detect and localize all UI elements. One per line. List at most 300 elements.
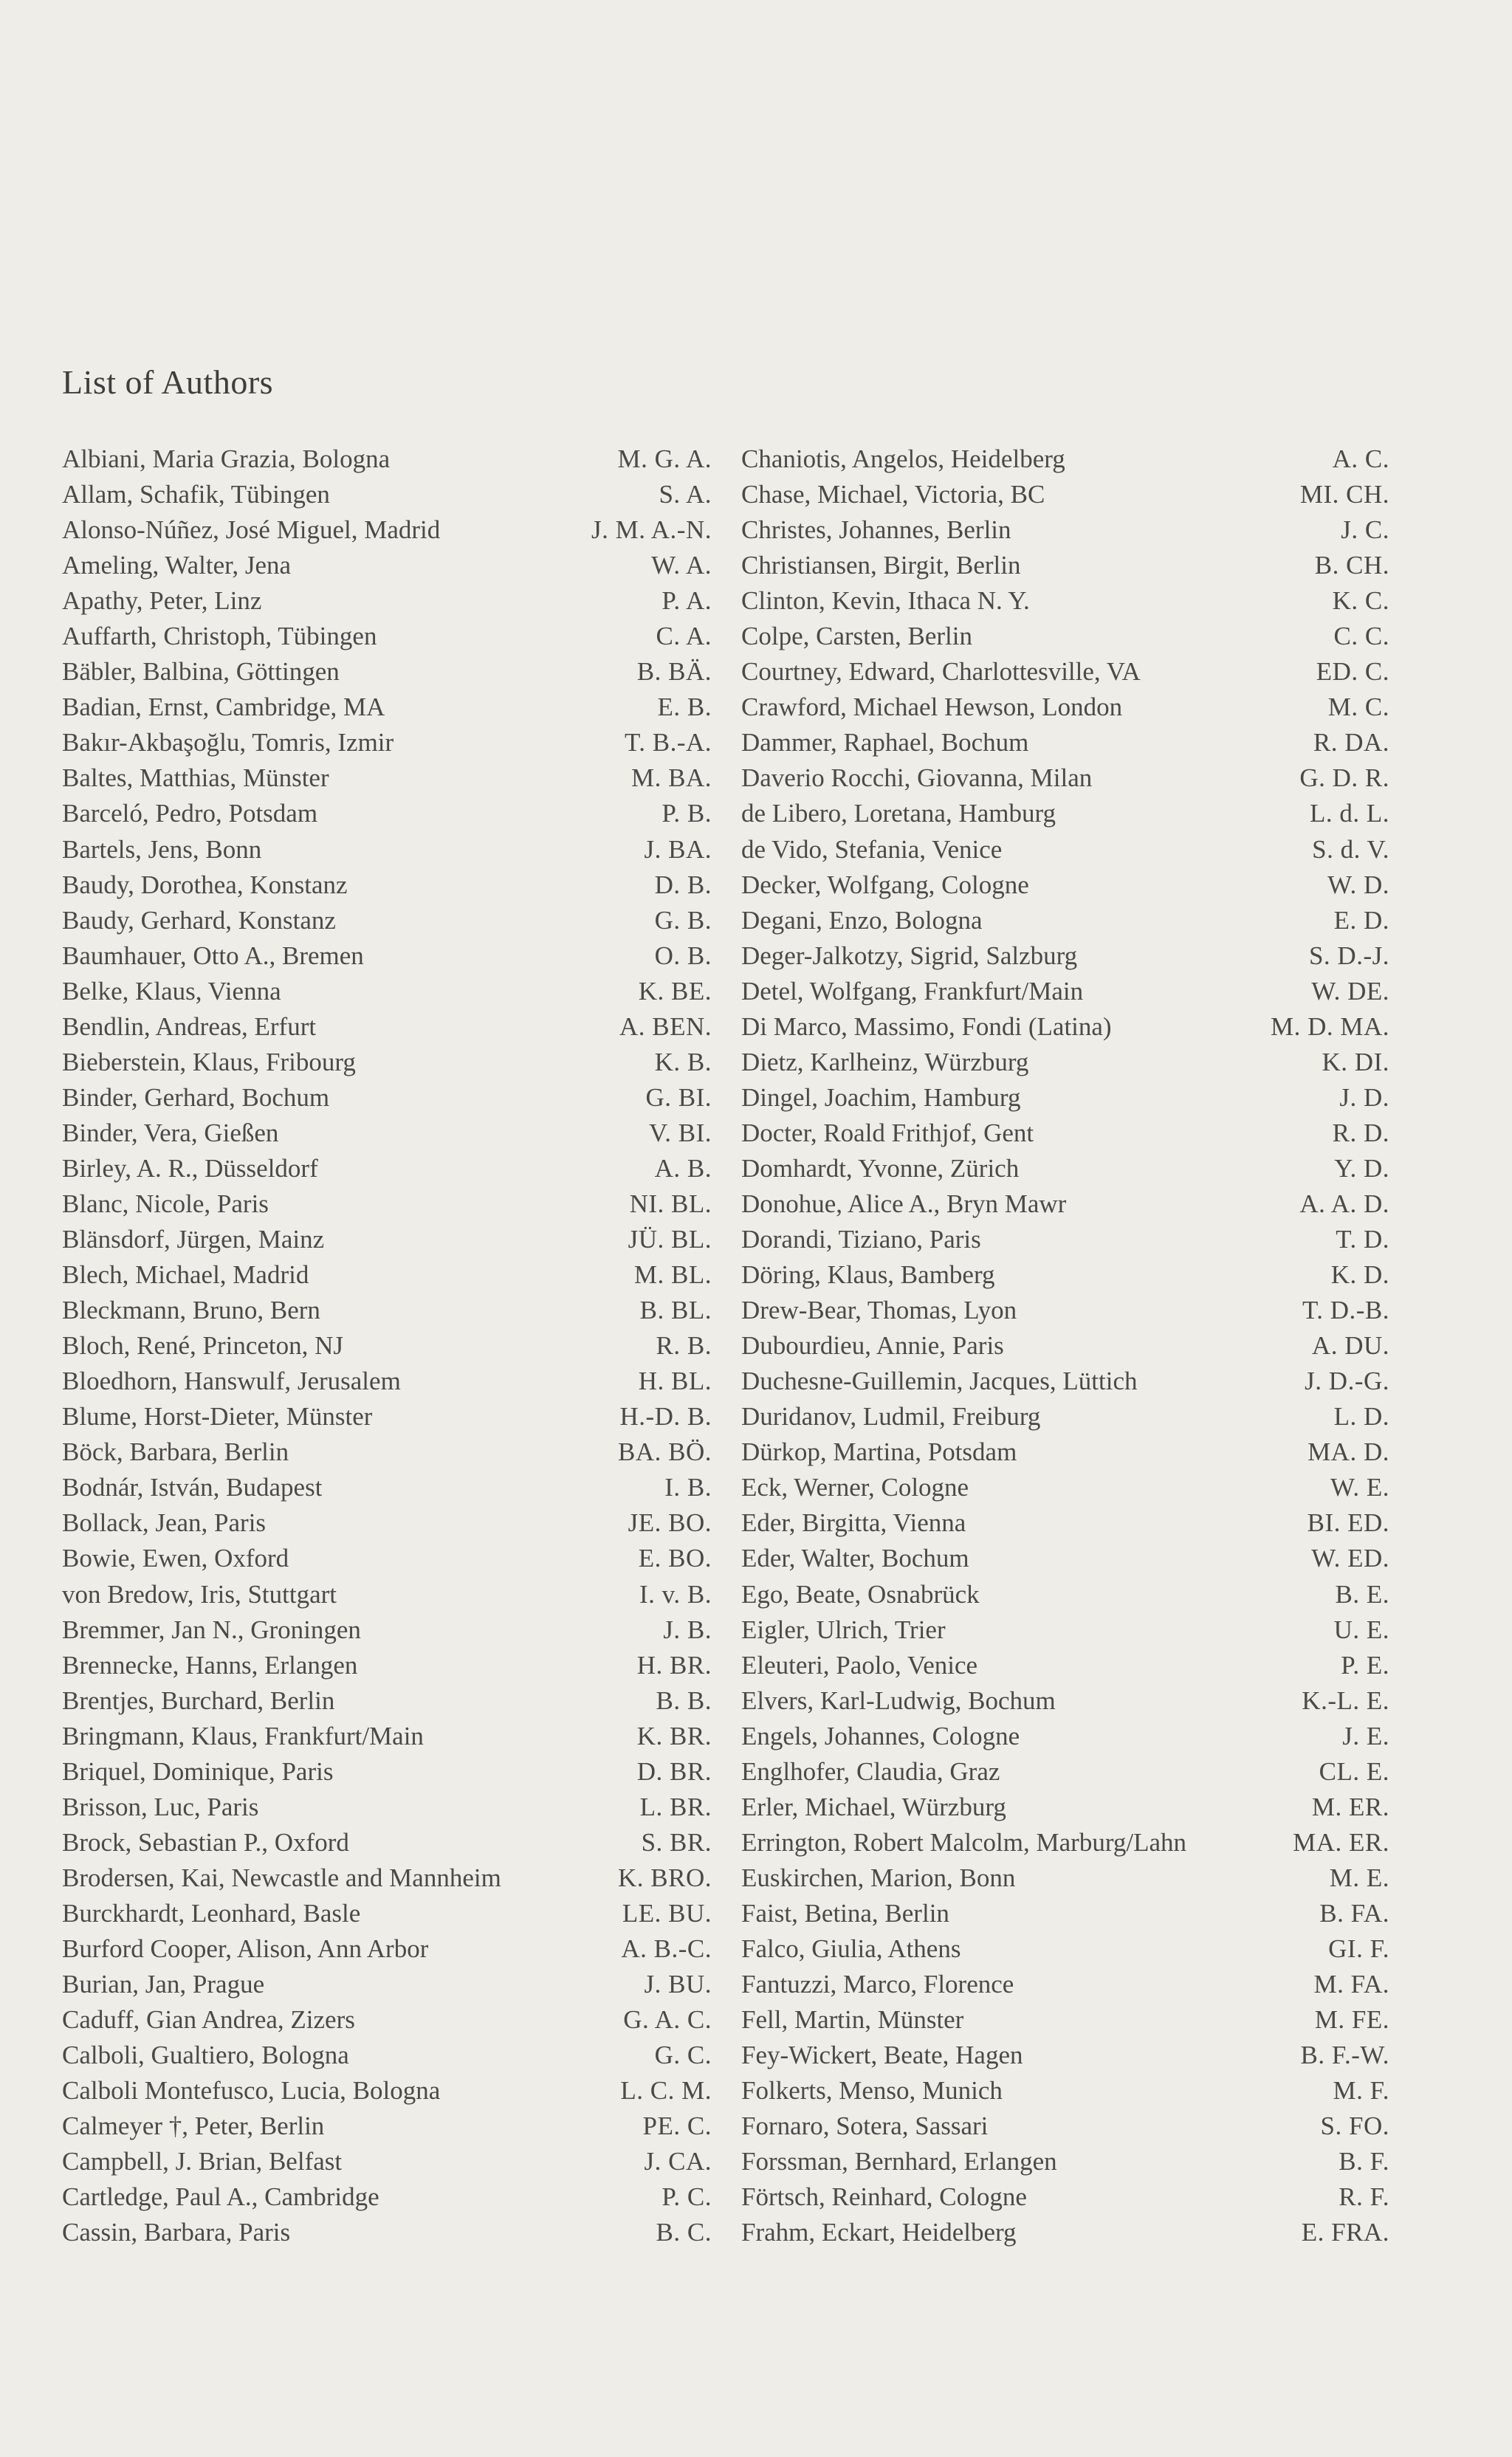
author-name: Ego, Beate, Osnabrück bbox=[741, 1579, 980, 1609]
author-abbreviation: K. DI. bbox=[1322, 1047, 1389, 1076]
author-abbreviation: A. B.-C. bbox=[621, 1934, 712, 1963]
author-abbreviation: A. DU. bbox=[1311, 1331, 1389, 1361]
author-name: Calboli Montefusco, Lucia, Bologna bbox=[62, 2076, 441, 2106]
author-entry bbox=[62, 2144, 712, 2179]
author-name: Folkerts, Menso, Munich bbox=[741, 2076, 1003, 2106]
author-entry bbox=[741, 1399, 1389, 1434]
author-abbreviation: B. BÄ. bbox=[636, 657, 712, 687]
author-name: Albiani, Maria Grazia, Bologna bbox=[62, 444, 391, 473]
author-abbreviation: L. BR. bbox=[639, 1792, 712, 1821]
author-abbreviation: A. BEN. bbox=[619, 1011, 712, 1041]
author-abbreviation: MA. D. bbox=[1307, 1437, 1389, 1467]
author-name: Brodersen, Kai, Newcastle and Mannheim bbox=[62, 1863, 501, 1892]
authors-column-right bbox=[741, 441, 1389, 2250]
author-abbreviation: M. BL. bbox=[633, 1260, 712, 1290]
author-name: Deger-Jalkotzy, Sigrid, Salzburg bbox=[741, 941, 1078, 970]
author-abbreviation: E. D. bbox=[1333, 905, 1389, 935]
author-name: Alonso-Núñez, José Miguel, Madrid bbox=[62, 515, 441, 545]
author-entry bbox=[62, 1364, 712, 1399]
author-entry bbox=[62, 1505, 712, 1541]
author-abbreviation: P. B. bbox=[662, 799, 712, 828]
author-entry bbox=[62, 1328, 712, 1364]
author-entry bbox=[62, 1045, 712, 1080]
author-entry bbox=[741, 1045, 1389, 1080]
author-name: Euskirchen, Marion, Bonn bbox=[741, 1863, 1016, 1892]
author-entry bbox=[62, 583, 712, 619]
author-entry bbox=[62, 1434, 712, 1470]
author-abbreviation: R. B. bbox=[656, 1331, 712, 1361]
author-name: Bringmann, Klaus, Frankfurt/Main bbox=[62, 1721, 424, 1750]
author-name: Burckhardt, Leonhard, Basle bbox=[62, 1898, 361, 1928]
author-name: Duridanov, Ludmil, Freiburg bbox=[741, 1402, 1041, 1432]
author-abbreviation: J. C. bbox=[1341, 515, 1389, 545]
author-entry bbox=[62, 938, 712, 974]
author-entry bbox=[62, 1186, 712, 1222]
author-name: Fornaro, Sotera, Sassari bbox=[741, 2111, 989, 2141]
author-abbreviation: B. CH. bbox=[1314, 551, 1389, 580]
author-name: Cartledge, Paul A., Cambridge bbox=[62, 2182, 379, 2212]
author-abbreviation: T. D.-B. bbox=[1302, 1296, 1389, 1325]
author-abbreviation: W. ED. bbox=[1311, 1544, 1389, 1573]
author-abbreviation: CL. E. bbox=[1319, 1756, 1389, 1786]
author-abbreviation: W. E. bbox=[1330, 1473, 1389, 1502]
author-entry bbox=[741, 1896, 1389, 1931]
author-entry bbox=[741, 1648, 1389, 1683]
author-name: Badian, Ernst, Cambridge, MA bbox=[62, 693, 385, 722]
author-entry bbox=[62, 1790, 712, 1825]
author-name: Belke, Klaus, Vienna bbox=[62, 976, 281, 1006]
author-entry bbox=[62, 1293, 712, 1328]
author-name: Daverio Rocchi, Giovanna, Milan bbox=[741, 763, 1093, 793]
author-name: Baltes, Matthias, Münster bbox=[62, 763, 329, 793]
author-abbreviation: T. B.-A. bbox=[624, 728, 712, 757]
author-entry bbox=[741, 1577, 1389, 1612]
author-abbreviation: M. F. bbox=[1333, 2076, 1389, 2106]
author-entry bbox=[62, 1683, 712, 1719]
author-name: Bäbler, Balbina, Göttingen bbox=[62, 657, 340, 687]
author-abbreviation: S. FO. bbox=[1320, 2111, 1389, 2141]
author-entry bbox=[741, 441, 1389, 477]
author-name: Burford Cooper, Alison, Ann Arbor bbox=[62, 1934, 429, 1963]
author-abbreviation: R. F. bbox=[1339, 2182, 1389, 2212]
author-abbreviation: B. F.-W. bbox=[1300, 2041, 1389, 2070]
author-name: Dietz, Karlheinz, Würzburg bbox=[741, 1047, 1029, 1076]
author-name: Christes, Johannes, Berlin bbox=[741, 515, 1011, 545]
author-abbreviation: T. D. bbox=[1336, 1225, 1389, 1254]
author-name: Bremmer, Jan N., Groningen bbox=[62, 1615, 361, 1644]
author-entry bbox=[741, 654, 1389, 690]
author-abbreviation: B. F. bbox=[1339, 2147, 1389, 2176]
author-name: Eder, Walter, Bochum bbox=[741, 1544, 969, 1573]
author-name: Faist, Betina, Berlin bbox=[741, 1898, 949, 1928]
author-abbreviation: G. B. bbox=[654, 905, 712, 935]
author-entry bbox=[741, 1612, 1389, 1648]
author-entry bbox=[741, 1754, 1389, 1790]
author-entry bbox=[741, 1364, 1389, 1399]
author-abbreviation: B. BL. bbox=[639, 1296, 712, 1325]
author-abbreviation: J. CA. bbox=[644, 2147, 712, 2176]
author-abbreviation: J. E. bbox=[1342, 1721, 1389, 1750]
author-abbreviation: B. B. bbox=[656, 1685, 712, 1715]
author-name: Auffarth, Christoph, Tübingen bbox=[62, 622, 377, 651]
author-abbreviation: P. A. bbox=[662, 586, 712, 616]
author-name: Englhofer, Claudia, Graz bbox=[741, 1756, 1000, 1786]
author-name: Baudy, Dorothea, Konstanz bbox=[62, 870, 348, 899]
author-abbreviation: M. G. A. bbox=[617, 444, 712, 473]
author-entry bbox=[62, 796, 712, 831]
author-name: Fell, Martin, Münster bbox=[741, 2005, 964, 2035]
author-abbreviation: B. E. bbox=[1335, 1579, 1389, 1609]
author-abbreviation: S. BR. bbox=[641, 1827, 712, 1857]
author-entry bbox=[741, 1186, 1389, 1222]
author-entry bbox=[62, 2002, 712, 2038]
page-title: List of Authors bbox=[62, 363, 274, 401]
author-name: Brisson, Luc, Paris bbox=[62, 1792, 259, 1821]
author-entry bbox=[741, 1967, 1389, 2002]
author-entry bbox=[741, 2215, 1389, 2250]
author-entry bbox=[741, 1257, 1389, 1293]
author-entry bbox=[62, 1541, 712, 1576]
author-name: Chaniotis, Angelos, Heidelberg bbox=[741, 444, 1065, 473]
author-entry bbox=[741, 2144, 1389, 2179]
author-name: Falco, Giulia, Athens bbox=[741, 1934, 961, 1963]
author-name: Dürkop, Martina, Potsdam bbox=[741, 1437, 1017, 1467]
author-name: Frahm, Eckart, Heidelberg bbox=[741, 2218, 1017, 2247]
author-entry bbox=[741, 1009, 1389, 1045]
author-entry bbox=[62, 1967, 712, 2002]
author-entry bbox=[741, 1860, 1389, 1896]
author-entry bbox=[62, 1648, 712, 1683]
author-entry bbox=[62, 725, 712, 760]
author-abbreviation: Y. D. bbox=[1334, 1153, 1389, 1183]
author-name: Allam, Schafik, Tübingen bbox=[62, 480, 330, 509]
author-name: Caduff, Gian Andrea, Zizers bbox=[62, 2005, 355, 2035]
author-name: Blume, Horst-Dieter, Münster bbox=[62, 1402, 373, 1432]
author-abbreviation: I. B. bbox=[664, 1473, 712, 1502]
author-entry bbox=[741, 1080, 1389, 1116]
author-name: Dingel, Joachim, Hamburg bbox=[741, 1082, 1021, 1112]
author-abbreviation: B. C. bbox=[656, 2218, 712, 2247]
author-abbreviation: U. E. bbox=[1333, 1615, 1389, 1644]
author-name: Blanc, Nicole, Paris bbox=[62, 1189, 269, 1218]
author-abbreviation: M. FE. bbox=[1314, 2005, 1389, 2035]
author-abbreviation: P. C. bbox=[662, 2182, 712, 2212]
author-name: Errington, Robert Malcolm, Marburg/Lahn bbox=[741, 1827, 1186, 1857]
author-entry bbox=[741, 1931, 1389, 1967]
author-entry bbox=[741, 974, 1389, 1009]
author-abbreviation: S. d. V. bbox=[1312, 834, 1389, 864]
author-entry bbox=[741, 2073, 1389, 2109]
author-abbreviation: E. BO. bbox=[638, 1544, 712, 1573]
author-abbreviation: O. B. bbox=[654, 941, 712, 970]
author-entry bbox=[62, 548, 712, 583]
author-name: Calboli, Gualtiero, Bologna bbox=[62, 2041, 349, 2070]
author-abbreviation: A. A. D. bbox=[1299, 1189, 1389, 1218]
author-entry bbox=[741, 1222, 1389, 1257]
author-abbreviation: MI. CH. bbox=[1299, 480, 1389, 509]
author-name: Eigler, Ulrich, Trier bbox=[741, 1615, 946, 1644]
author-entry bbox=[62, 1009, 712, 1045]
author-entry bbox=[741, 2038, 1389, 2073]
author-entry bbox=[62, 832, 712, 867]
author-entry bbox=[62, 441, 712, 477]
author-entry bbox=[62, 512, 712, 548]
author-name: Bartels, Jens, Bonn bbox=[62, 834, 262, 864]
author-name: Fey-Wickert, Beate, Hagen bbox=[741, 2041, 1023, 2070]
author-name: Dorandi, Tiziano, Paris bbox=[741, 1225, 981, 1254]
author-entry bbox=[62, 1257, 712, 1293]
author-entry bbox=[741, 867, 1389, 903]
author-name: Dammer, Raphael, Bochum bbox=[741, 728, 1029, 757]
author-abbreviation: GI. F. bbox=[1328, 1934, 1389, 1963]
author-entry bbox=[62, 1222, 712, 1257]
author-abbreviation: M. BA. bbox=[631, 763, 712, 793]
author-entry bbox=[741, 583, 1389, 619]
author-name: Detel, Wolfgang, Frankfurt/Main bbox=[741, 976, 1084, 1006]
author-name: Bowie, Ewen, Oxford bbox=[62, 1544, 289, 1573]
author-abbreviation: J. D.-G. bbox=[1305, 1367, 1389, 1396]
author-abbreviation: PE. C. bbox=[642, 2111, 712, 2141]
author-entry bbox=[741, 1293, 1389, 1328]
author-entry bbox=[62, 974, 712, 1009]
author-abbreviation: C. C. bbox=[1333, 622, 1389, 651]
author-name: Donohue, Alice A., Bryn Mawr bbox=[741, 1189, 1067, 1218]
author-entry bbox=[62, 2073, 712, 2109]
author-entry bbox=[62, 1080, 712, 1116]
author-name: Erler, Michael, Würzburg bbox=[741, 1792, 1006, 1821]
author-abbreviation: K. BRO. bbox=[618, 1863, 712, 1892]
author-name: Eleuteri, Paolo, Venice bbox=[741, 1650, 978, 1680]
author-abbreviation: J. BA. bbox=[644, 834, 712, 864]
author-name: Brentjes, Burchard, Berlin bbox=[62, 1685, 335, 1715]
author-abbreviation: J. BU. bbox=[644, 1970, 712, 1999]
author-name: Binder, Vera, Gießen bbox=[62, 1118, 279, 1147]
author-name: Bleckmann, Bruno, Bern bbox=[62, 1296, 320, 1325]
author-entry bbox=[62, 867, 712, 903]
author-name: Brennecke, Hanns, Erlangen bbox=[62, 1650, 358, 1680]
author-name: Forssman, Bernhard, Erlangen bbox=[741, 2147, 1057, 2176]
author-entry bbox=[62, 1612, 712, 1648]
author-name: de Libero, Loretana, Hamburg bbox=[741, 799, 1056, 828]
author-abbreviation: V. BI. bbox=[648, 1118, 712, 1147]
author-abbreviation: E. FRA. bbox=[1301, 2218, 1389, 2247]
author-abbreviation: A. B. bbox=[654, 1153, 712, 1183]
author-name: Cassin, Barbara, Paris bbox=[62, 2218, 291, 2247]
author-name: Degani, Enzo, Bologna bbox=[741, 905, 983, 935]
author-entry bbox=[62, 690, 712, 725]
author-abbreviation: ED. C. bbox=[1316, 657, 1389, 687]
author-entry bbox=[62, 619, 712, 654]
author-name: Barceló, Pedro, Potsdam bbox=[62, 799, 318, 828]
author-name: Blänsdorf, Jürgen, Mainz bbox=[62, 1225, 325, 1254]
author-entry bbox=[741, 1541, 1389, 1576]
author-entry bbox=[62, 903, 712, 938]
author-name: Elvers, Karl-Ludwig, Bochum bbox=[741, 1685, 1056, 1715]
author-abbreviation: S. A. bbox=[659, 480, 712, 509]
author-name: Bollack, Jean, Paris bbox=[62, 1508, 267, 1538]
author-name: Dubourdieu, Annie, Paris bbox=[741, 1331, 1004, 1361]
author-abbreviation: I. v. B. bbox=[639, 1579, 712, 1609]
author-abbreviation: C. A. bbox=[656, 622, 712, 651]
author-entry bbox=[741, 1151, 1389, 1186]
author-name: Baumhauer, Otto A., Bremen bbox=[62, 941, 364, 970]
author-abbreviation: G. A. C. bbox=[623, 2005, 712, 2035]
author-name: Duchesne-Guillemin, Jacques, Lüttich bbox=[741, 1367, 1138, 1396]
author-abbreviation: MA. ER. bbox=[1293, 1827, 1389, 1857]
author-abbreviation: JÜ. BL. bbox=[628, 1225, 712, 1254]
author-name: Clinton, Kevin, Ithaca N. Y. bbox=[741, 586, 1030, 616]
author-abbreviation: D. B. bbox=[654, 870, 712, 899]
author-abbreviation: H. BR. bbox=[636, 1650, 712, 1680]
author-entry bbox=[62, 477, 712, 512]
author-abbreviation: B. FA. bbox=[1319, 1898, 1389, 1928]
author-name: Colpe, Carsten, Berlin bbox=[741, 622, 973, 651]
author-name: Decker, Wolfgang, Cologne bbox=[741, 870, 1029, 899]
author-name: Burian, Jan, Prague bbox=[62, 1970, 265, 1999]
author-abbreviation: W. D. bbox=[1327, 870, 1389, 899]
author-abbreviation: LE. BU. bbox=[622, 1898, 712, 1928]
author-entry bbox=[741, 1328, 1389, 1364]
author-abbreviation: M. C. bbox=[1327, 693, 1389, 722]
author-entry bbox=[62, 1151, 712, 1186]
author-entry bbox=[62, 1577, 712, 1612]
author-abbreviation: NI. BL. bbox=[629, 1189, 712, 1218]
author-name: Apathy, Peter, Linz bbox=[62, 586, 262, 616]
author-name: Blech, Michael, Madrid bbox=[62, 1260, 309, 1290]
author-entry bbox=[741, 1825, 1389, 1860]
author-entry bbox=[741, 2179, 1389, 2215]
author-name: Briquel, Dominique, Paris bbox=[62, 1756, 334, 1786]
author-name: von Bredow, Iris, Stuttgart bbox=[62, 1579, 337, 1609]
author-name: Docter, Roald Frithjof, Gent bbox=[741, 1118, 1034, 1147]
author-abbreviation: R. D. bbox=[1332, 1118, 1389, 1147]
author-entry bbox=[62, 1860, 712, 1896]
author-name: Brock, Sebastian P., Oxford bbox=[62, 1827, 349, 1857]
author-entry bbox=[62, 1931, 712, 1967]
author-name: Eder, Birgitta, Vienna bbox=[741, 1508, 966, 1538]
author-abbreviation: BI. ED. bbox=[1307, 1508, 1389, 1538]
author-entry bbox=[62, 654, 712, 690]
author-name: Calmeyer †, Peter, Berlin bbox=[62, 2111, 325, 2141]
author-abbreviation: J. B. bbox=[663, 1615, 712, 1644]
author-abbreviation: J. M. A.-N. bbox=[591, 515, 712, 545]
author-name: Christiansen, Birgit, Berlin bbox=[741, 551, 1021, 580]
author-abbreviation: JE. BO. bbox=[628, 1508, 712, 1538]
author-abbreviation: K.-L. E. bbox=[1302, 1685, 1389, 1715]
author-entry bbox=[62, 1896, 712, 1931]
author-entry bbox=[741, 1434, 1389, 1470]
author-entry bbox=[62, 2215, 712, 2250]
author-entry bbox=[741, 1116, 1389, 1151]
author-entry bbox=[62, 2179, 712, 2215]
author-abbreviation: M. FA. bbox=[1313, 1970, 1389, 1999]
author-abbreviation: M. D. MA. bbox=[1270, 1011, 1389, 1041]
author-abbreviation: G. C. bbox=[654, 2041, 712, 2070]
author-name: Chase, Michael, Victoria, BC bbox=[741, 480, 1045, 509]
author-abbreviation: BA. BÖ. bbox=[618, 1437, 712, 1467]
author-entry bbox=[741, 760, 1389, 796]
author-entry bbox=[741, 477, 1389, 512]
author-abbreviation: K. C. bbox=[1332, 586, 1389, 616]
author-entry bbox=[62, 1399, 712, 1434]
author-entry bbox=[62, 1116, 712, 1151]
author-name: Böck, Barbara, Berlin bbox=[62, 1437, 289, 1467]
authors-column-left bbox=[62, 441, 712, 2250]
author-abbreviation: L. D. bbox=[1333, 1402, 1389, 1432]
author-abbreviation: R. DA. bbox=[1313, 728, 1389, 757]
author-entry bbox=[741, 548, 1389, 583]
author-entry bbox=[741, 903, 1389, 938]
author-name: Birley, A. R., Düsseldorf bbox=[62, 1153, 318, 1183]
author-abbreviation: W. DE. bbox=[1311, 976, 1389, 1006]
author-entry bbox=[741, 1683, 1389, 1719]
author-name: Drew-Bear, Thomas, Lyon bbox=[741, 1296, 1017, 1325]
author-name: Courtney, Edward, Charlottesville, VA bbox=[741, 657, 1141, 687]
author-entry bbox=[741, 690, 1389, 725]
author-entry bbox=[741, 1470, 1389, 1505]
author-entry bbox=[62, 2038, 712, 2073]
author-name: Förtsch, Reinhard, Cologne bbox=[741, 2182, 1027, 2212]
author-name: Bloedhorn, Hanswulf, Jerusalem bbox=[62, 1367, 401, 1396]
author-abbreviation: W. A. bbox=[651, 551, 712, 580]
author-abbreviation: P. E. bbox=[1341, 1650, 1389, 1680]
author-abbreviation: K. D. bbox=[1330, 1260, 1389, 1290]
author-name: Bodnár, István, Budapest bbox=[62, 1473, 323, 1502]
author-abbreviation: E. B. bbox=[657, 693, 712, 722]
author-abbreviation: L. C. M. bbox=[620, 2076, 712, 2106]
author-abbreviation: M. E. bbox=[1329, 1863, 1389, 1892]
author-abbreviation: M. ER. bbox=[1311, 1792, 1389, 1821]
author-abbreviation: J. D. bbox=[1339, 1082, 1389, 1112]
author-abbreviation: H. BL. bbox=[638, 1367, 712, 1396]
author-name: Baudy, Gerhard, Konstanz bbox=[62, 905, 336, 935]
author-entry bbox=[741, 1790, 1389, 1825]
author-abbreviation: G. D. R. bbox=[1299, 763, 1389, 793]
author-name: Eck, Werner, Cologne bbox=[741, 1473, 969, 1502]
author-abbreviation: G. BI. bbox=[645, 1082, 712, 1112]
author-name: Campbell, J. Brian, Belfast bbox=[62, 2147, 343, 2176]
author-entry bbox=[741, 796, 1389, 831]
author-abbreviation: K. BE. bbox=[638, 976, 712, 1006]
author-entry bbox=[62, 1754, 712, 1790]
author-abbreviation: K. BR. bbox=[636, 1721, 712, 1750]
author-entry bbox=[62, 1470, 712, 1505]
author-name: Bendlin, Andreas, Erfurt bbox=[62, 1011, 317, 1041]
author-name: de Vido, Stefania, Venice bbox=[741, 834, 1003, 864]
author-name: Bloch, René, Princeton, NJ bbox=[62, 1331, 344, 1361]
author-abbreviation: D. BR. bbox=[636, 1756, 712, 1786]
author-entry bbox=[62, 1719, 712, 1754]
author-entry bbox=[741, 1719, 1389, 1754]
author-entry bbox=[741, 512, 1389, 548]
author-entry bbox=[741, 1505, 1389, 1541]
author-name: Domhardt, Yvonne, Zürich bbox=[741, 1153, 1020, 1183]
author-name: Binder, Gerhard, Bochum bbox=[62, 1082, 330, 1112]
author-entry bbox=[741, 725, 1389, 760]
author-entry bbox=[741, 832, 1389, 867]
author-name: Fantuzzi, Marco, Florence bbox=[741, 1970, 1014, 1999]
author-entry bbox=[62, 760, 712, 796]
author-entry bbox=[62, 2109, 712, 2144]
author-name: Engels, Johannes, Cologne bbox=[741, 1721, 1020, 1750]
author-abbreviation: A. C. bbox=[1332, 444, 1389, 473]
author-name: Bieberstein, Klaus, Fribourg bbox=[62, 1047, 356, 1076]
author-abbreviation: K. B. bbox=[654, 1047, 712, 1076]
author-name: Di Marco, Massimo, Fondi (Latina) bbox=[741, 1011, 1112, 1041]
author-entry bbox=[741, 2109, 1389, 2144]
author-abbreviation: S. D.-J. bbox=[1308, 941, 1389, 970]
author-entry bbox=[741, 938, 1389, 974]
